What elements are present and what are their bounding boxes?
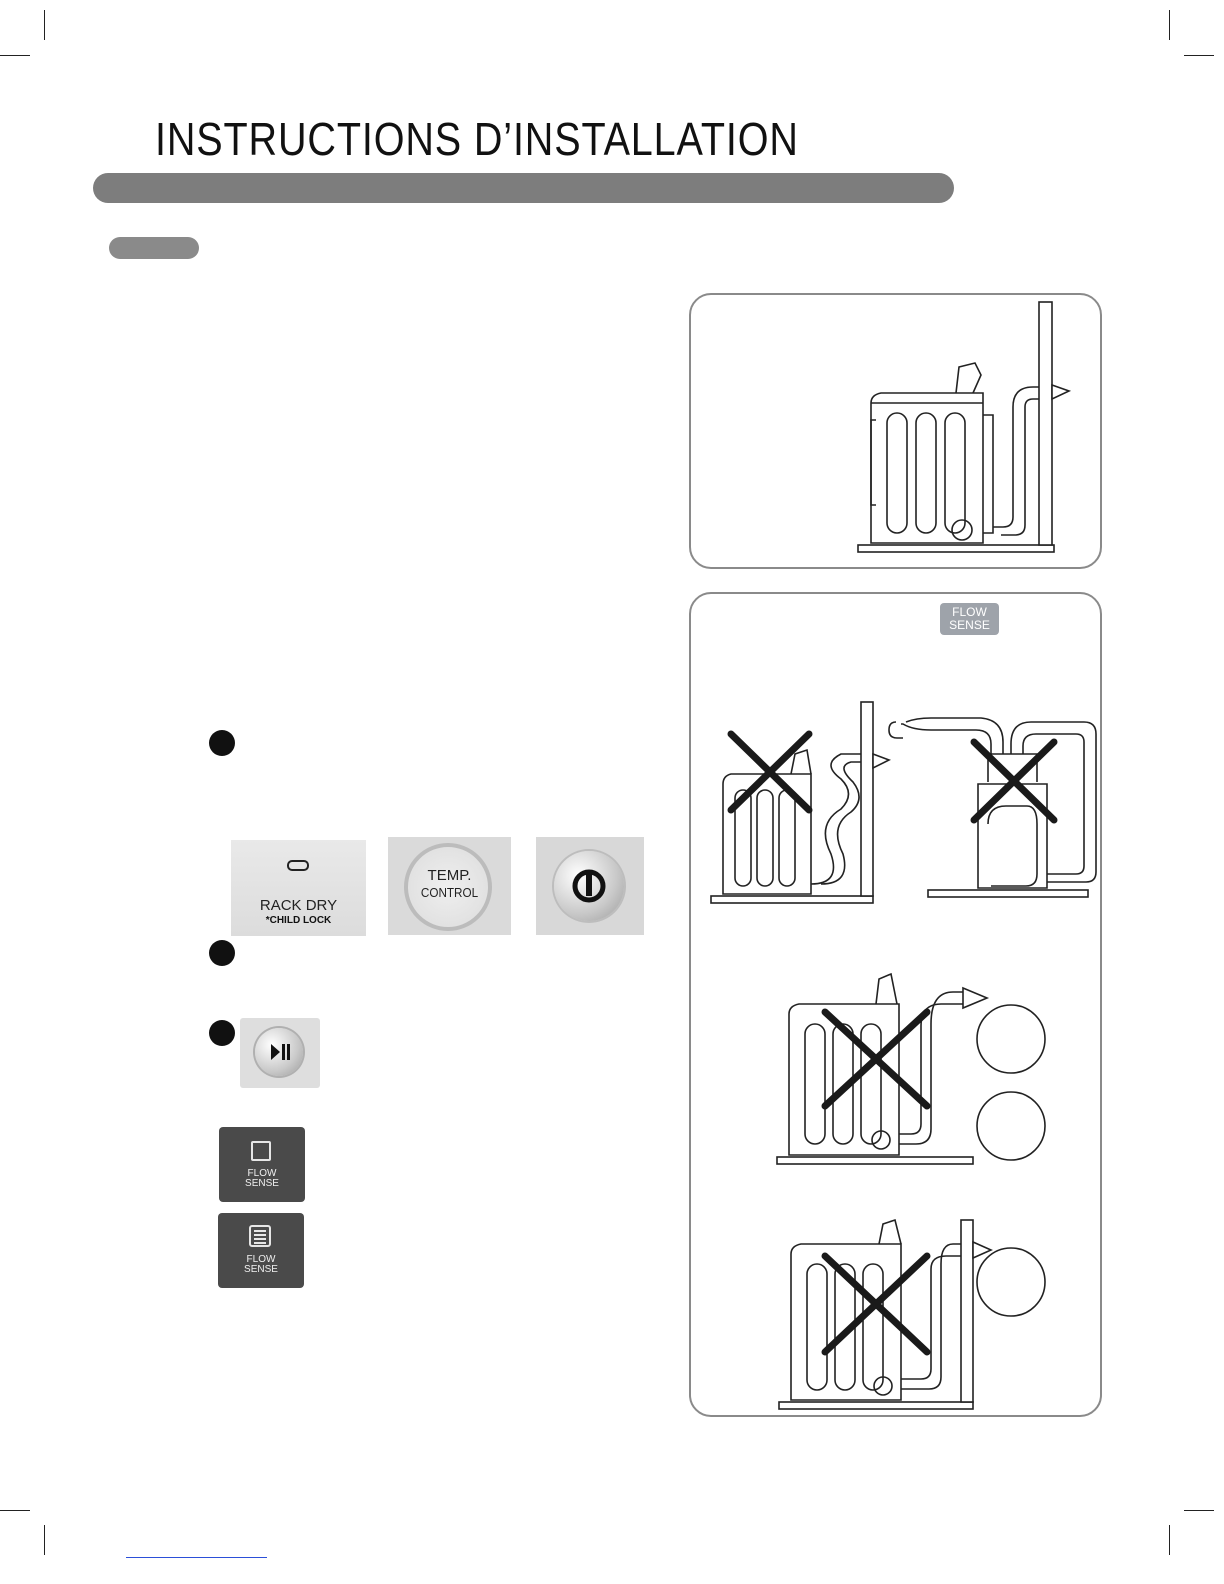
rack-dry-label: RACK DRY — [259, 897, 338, 914]
flow-sense-button-full — [218, 1213, 304, 1288]
flow-sense-empty-icon — [251, 1141, 271, 1161]
crop-mark-top-left-v — [44, 10, 45, 40]
title-bar — [93, 173, 954, 203]
step-marker-2 — [209, 940, 235, 966]
power-button — [536, 837, 644, 935]
figure-panel-correct — [689, 293, 1102, 569]
section-pill — [109, 237, 199, 259]
footer-link-underline — [126, 1557, 267, 1558]
page-title: INSTRUCTIONS D’INSTALLATION — [155, 113, 799, 165]
flow-sense-indicator: FLOW SENSE — [940, 603, 999, 635]
crop-mark-bottom-right-v — [1169, 1525, 1170, 1555]
crop-mark-bottom-left-h — [0, 1510, 30, 1511]
play-pause-icon — [255, 1028, 303, 1076]
crop-mark-top-left-h — [0, 55, 30, 56]
flow-sense-button-normal — [219, 1127, 305, 1202]
crop-mark-top-right-h — [1184, 55, 1214, 56]
dryer-correct-vent-illustration — [691, 295, 1104, 571]
power-knob — [554, 851, 624, 921]
crop-mark-bottom-right-h — [1184, 1510, 1214, 1511]
temp-control-button — [388, 837, 511, 935]
flow-sense-label: FLOW SENSE — [244, 1254, 278, 1275]
figure-panel-incorrect — [689, 592, 1102, 1417]
crop-mark-top-right-v — [1169, 10, 1170, 40]
flow-sense-label: FLOW SENSE — [245, 1168, 279, 1189]
rack-dry-led — [287, 860, 309, 871]
start-pause-knob — [255, 1028, 303, 1076]
power-icon — [554, 851, 624, 921]
step-marker-3 — [209, 1020, 235, 1046]
dryer-incorrect-vent-illustrations — [691, 594, 1104, 1419]
flow-sense-full-icon — [218, 1213, 304, 1253]
temp-label: TEMP. — [427, 867, 472, 884]
child-lock-label: *CHILD LOCK — [265, 915, 332, 926]
start-pause-button — [240, 1018, 320, 1088]
step-marker-1 — [209, 730, 235, 756]
control-label: CONTROL — [420, 885, 479, 900]
crop-mark-bottom-left-v — [44, 1525, 45, 1555]
rack-dry-button — [231, 840, 366, 936]
